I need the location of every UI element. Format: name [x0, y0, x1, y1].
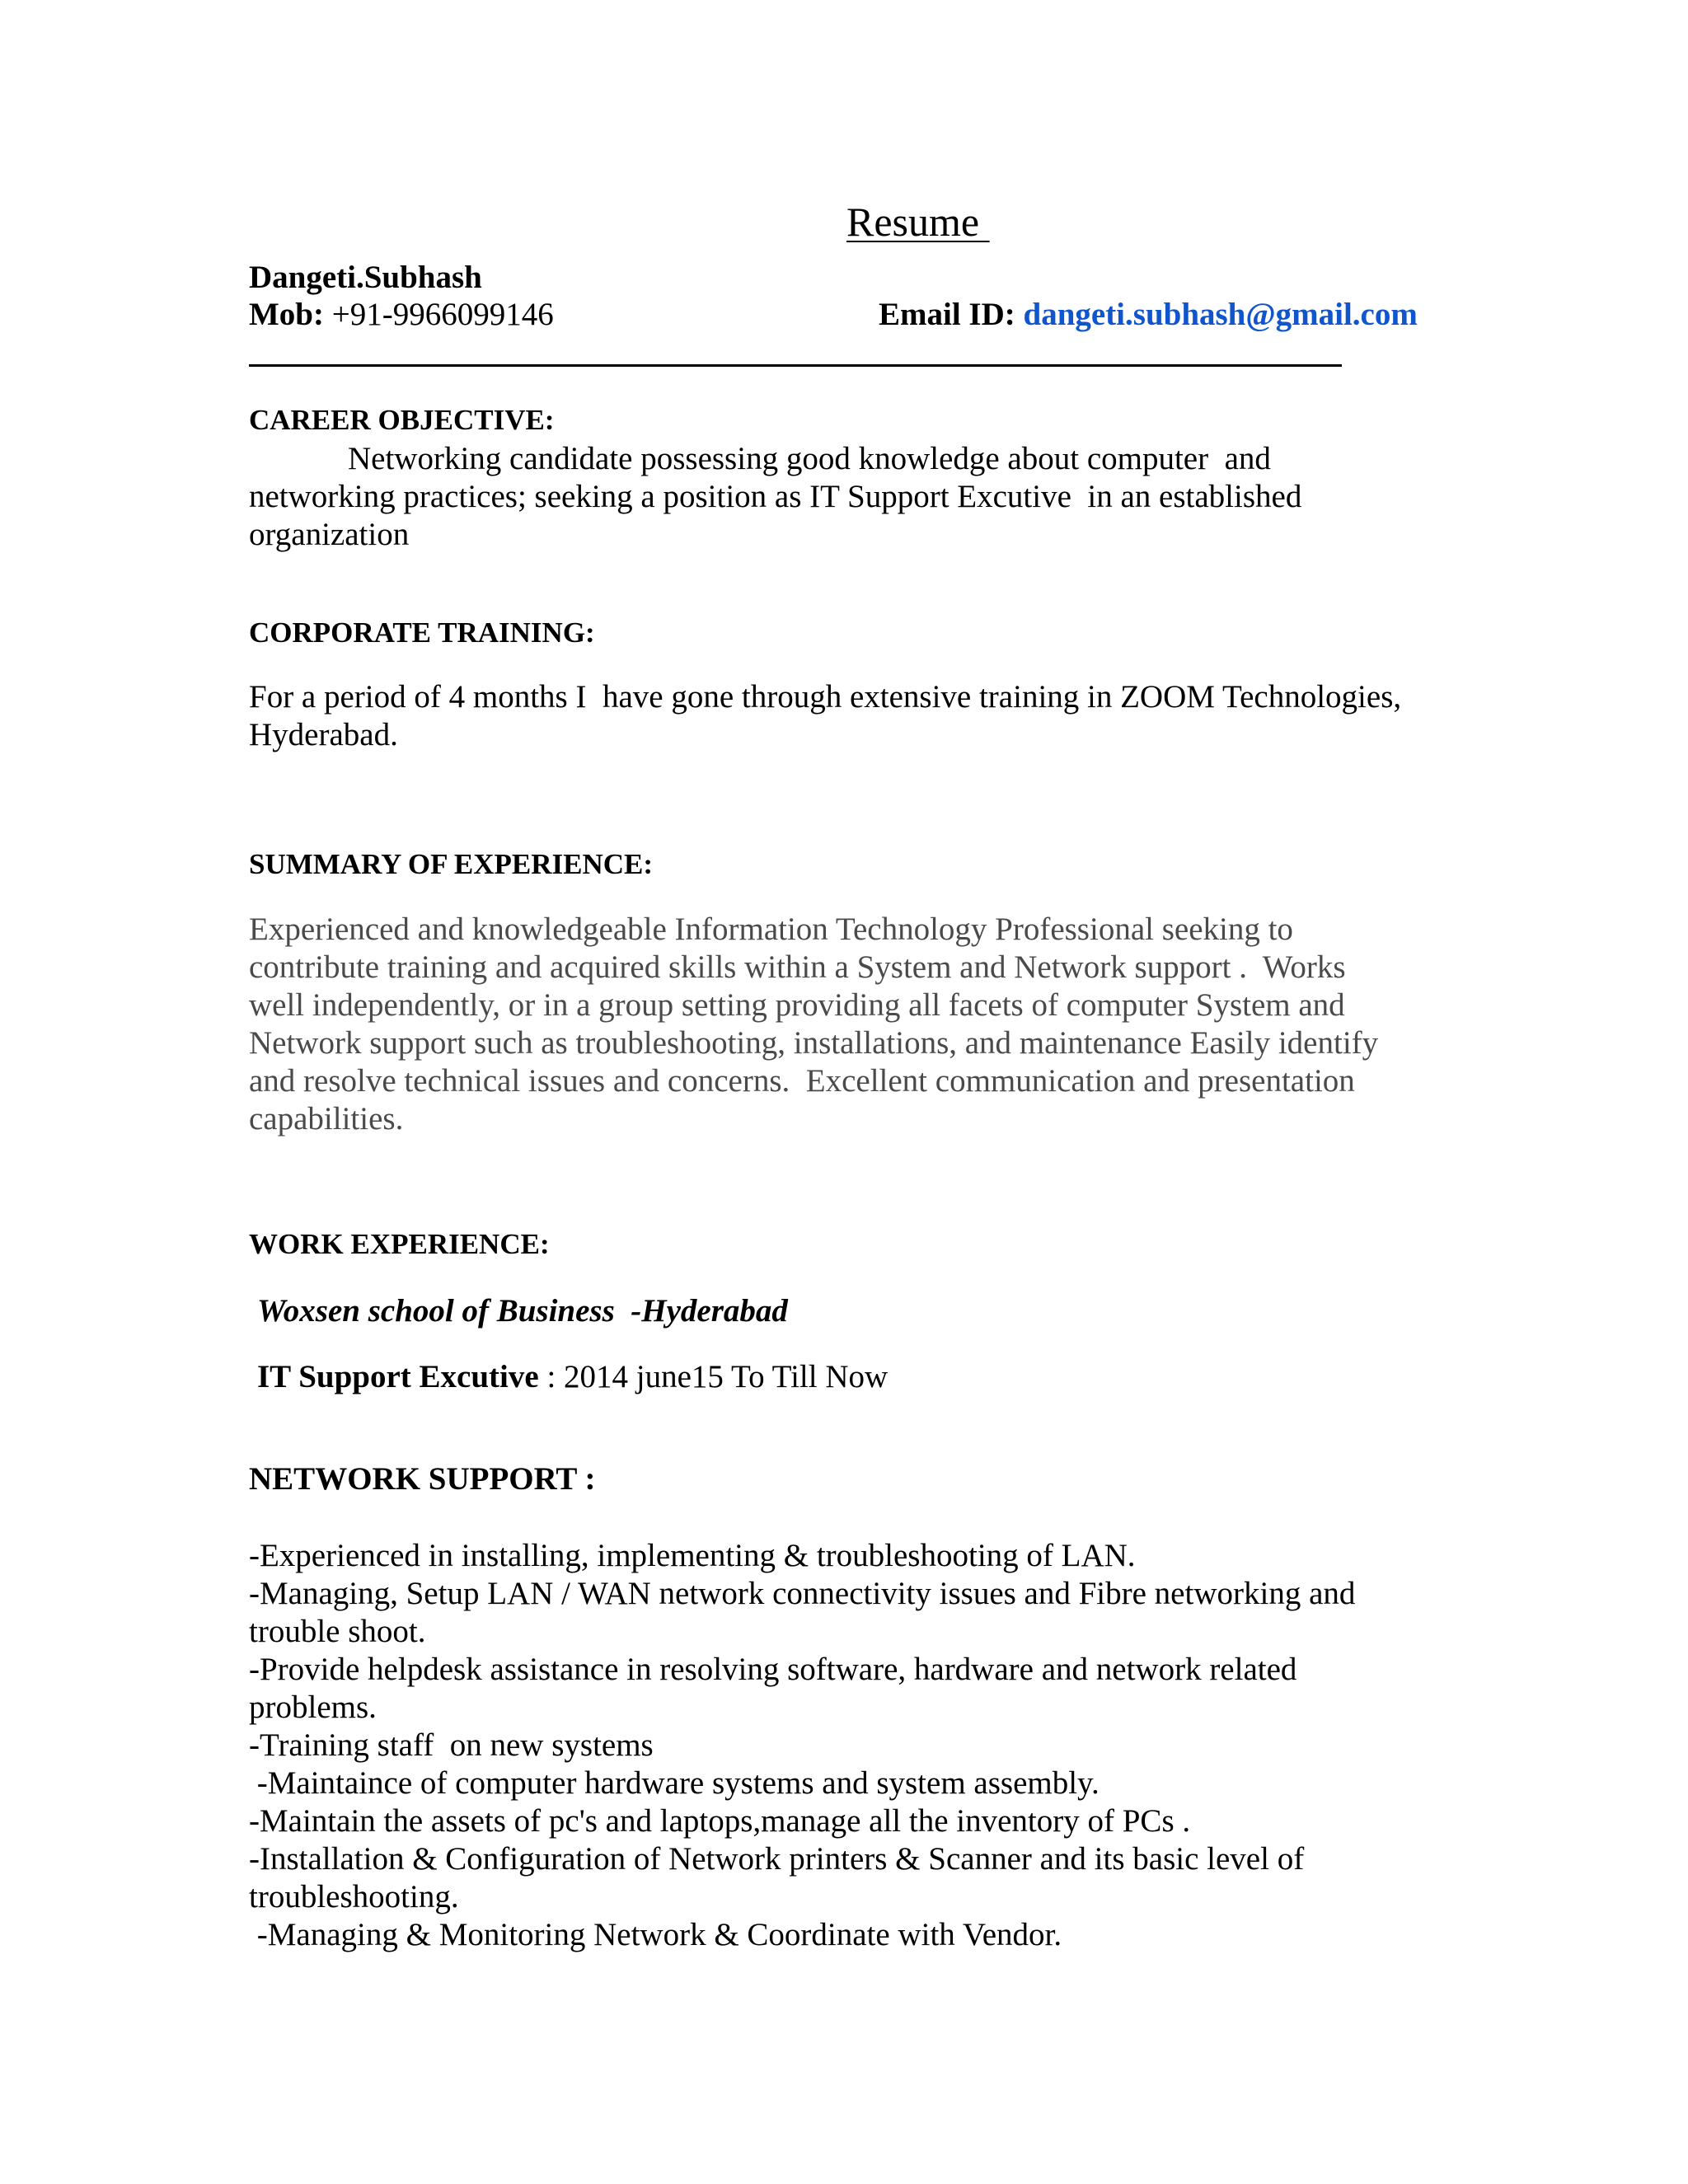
corporate-training-heading: CORPORATE TRAINING: — [249, 616, 595, 649]
summary-line: Experienced and knowledgeable Information Technology Professional seeking to — [249, 912, 1293, 947]
network-support-item: -Maintaince of computer hardware systems and system assembly. — [249, 1765, 1100, 1801]
network-support-item: troubleshooting. — [249, 1879, 459, 1915]
corporate-training-text — [249, 678, 1452, 754]
network-support-item: -Experienced in installing, implementing & troubleshooting of LAN. — [249, 1538, 1136, 1573]
role-line — [257, 1358, 888, 1395]
header-divider — [249, 364, 1342, 367]
company-name: Woxsen school of Business -Hyderabad — [257, 1293, 788, 1329]
career-objective-line: organization — [249, 517, 410, 552]
mobile-line — [249, 296, 554, 333]
email-line — [879, 296, 1418, 333]
summary-line: contribute training and acquired skills within a System and Network support . Works — [249, 949, 1346, 985]
network-support-item: problems. — [249, 1690, 377, 1725]
network-support-item: -Managing, Setup LAN / WAN network connectivity issues and Fibre networking and — [249, 1576, 1356, 1611]
network-support-item: -Provide helpdesk assistance in resolving software, hardware and network related — [249, 1652, 1297, 1687]
network-support-item: trouble shoot. — [249, 1614, 426, 1649]
career-objective-text — [249, 440, 1452, 554]
summary-line: capabilities. — [249, 1101, 404, 1137]
candidate-name: Dangeti.Subhash — [249, 260, 482, 295]
network-support-item: -Managing & Monitoring Network & Coordinate with Vendor. — [249, 1917, 1062, 1952]
network-support-item: -Maintain the assets of pc's and laptops,manage all the inventory of PCs . — [249, 1803, 1191, 1839]
page-title: Resume — [846, 199, 990, 245]
mobile-label: Mob: — [249, 297, 324, 332]
role-period: : 2014 june15 To Till Now — [538, 1359, 889, 1394]
summary-line: Network support such as troubleshooting, installations, and maintenance Easily identify — [249, 1025, 1379, 1061]
network-support-list — [249, 1537, 1452, 1954]
summary-line: well independently, or in a group setting providing all facets of computer System and — [249, 987, 1345, 1023]
network-support-heading: NETWORK SUPPORT : — [249, 1461, 596, 1497]
role-title: IT Support Excutive — [257, 1359, 539, 1394]
summary-text — [249, 911, 1452, 1138]
work-experience-heading: WORK EXPERIENCE: — [249, 1228, 550, 1260]
summary-heading: SUMMARY OF EXPERIENCE: — [249, 848, 654, 880]
career-objective-line: Networking candidate possessing good knowledge about computer and — [348, 441, 1271, 476]
career-objective-line: networking practices; seeking a position as IT Support Excutive in an established — [249, 479, 1302, 514]
corporate-training-line: For a period of 4 months I have gone through extensive training in ZOOM Technologies, — [249, 679, 1402, 715]
summary-line: and resolve technical issues and concerns. Excellent communication and presentation — [249, 1063, 1355, 1099]
career-objective-heading: CAREER OBJECTIVE: — [249, 404, 555, 436]
network-support-item: -Installation & Configuration of Network printers & Scanner and its basic level of — [249, 1841, 1305, 1877]
corporate-training-line: Hyderabad. — [249, 717, 398, 752]
mobile-value: +91-9966099146 — [324, 297, 554, 332]
email-link[interactable]: dangeti.subhash@gmail.com — [1023, 297, 1418, 332]
email-label: Email ID: — [879, 297, 1015, 332]
network-support-item: -Training staff on new systems — [249, 1727, 654, 1763]
